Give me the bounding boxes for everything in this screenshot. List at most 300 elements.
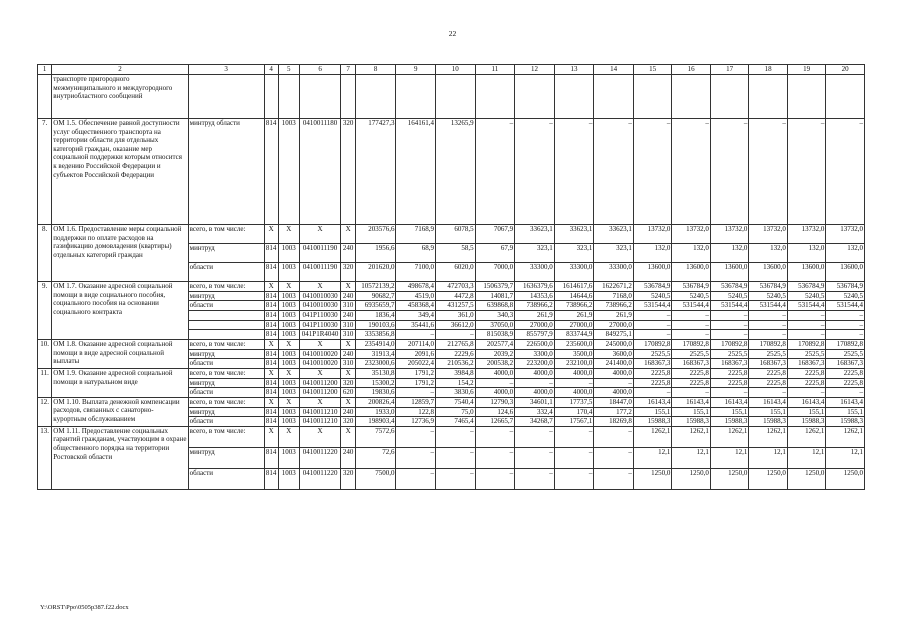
value-cell: 210536,2 <box>436 359 476 369</box>
value-cell: 349,4 <box>396 310 436 320</box>
executor-cell: минтруд <box>188 291 264 301</box>
empty-cell <box>826 75 865 119</box>
empty-cell <box>475 75 515 119</box>
value-cell: 323,1 <box>515 244 555 263</box>
value-cell: 27000,0 <box>554 320 594 330</box>
value-cell: 3830,6 <box>436 388 476 398</box>
value-cell: 7168,9 <box>396 225 436 244</box>
value-cell: 13732,0 <box>710 225 748 244</box>
row-number: 12. <box>38 397 52 426</box>
value-cell: 37050,0 <box>475 320 515 330</box>
value-cell: 2225,8 <box>672 368 710 378</box>
value-cell: 155,1 <box>633 407 671 417</box>
value-cell: 1836,4 <box>355 310 396 320</box>
value-cell: 531544,4 <box>633 301 671 311</box>
value-cell: – <box>672 310 710 320</box>
code-cell-c4: 814 <box>264 119 278 225</box>
empty-cell <box>672 75 710 119</box>
value-cell: – <box>475 378 515 388</box>
value-cell: 3984,8 <box>436 368 476 378</box>
code-cell-c4: X <box>264 282 278 292</box>
code-cell-c7: 240 <box>341 244 355 263</box>
value-cell: 7000,0 <box>475 263 515 282</box>
value-cell: 190103,6 <box>355 320 396 330</box>
value-cell: 58,5 <box>436 244 476 263</box>
code-cell-c5: 1003 <box>278 330 299 340</box>
code-cell-c6: 0410011190 <box>299 263 341 282</box>
value-cell: 33623,1 <box>594 225 634 244</box>
value-cell: 198903,4 <box>355 417 396 427</box>
code-cell-c6: 041P1R4040 <box>299 330 341 340</box>
value-cell: 12,1 <box>672 447 710 468</box>
value-cell: 13732,0 <box>826 225 865 244</box>
column-header-1: 1 <box>38 65 52 75</box>
value-cell: 170892,8 <box>672 339 710 349</box>
value-cell: – <box>672 119 710 225</box>
code-cell-c5: 1003 <box>278 263 299 282</box>
value-cell: 5240,5 <box>633 291 671 301</box>
value-cell: 849275,1 <box>594 330 634 340</box>
value-cell: – <box>633 320 671 330</box>
value-cell: 170892,8 <box>633 339 671 349</box>
row-title: ОМ 1.8. Оказание адресной социальной помощи в виде адресной социальной выплаты <box>52 339 188 368</box>
code-cell-c7: X <box>341 225 355 244</box>
value-cell: – <box>594 468 634 489</box>
value-cell: – <box>396 468 436 489</box>
value-cell: 815038,9 <box>475 330 515 340</box>
value-cell: 13732,0 <box>749 225 787 244</box>
value-cell: 33300,0 <box>515 263 555 282</box>
value-cell: 3500,0 <box>554 349 594 359</box>
value-cell: 3600,0 <box>594 349 634 359</box>
value-cell: 531544,4 <box>787 301 825 311</box>
code-cell-c4: 814 <box>265 388 277 397</box>
value-cell: 6020,0 <box>436 263 476 282</box>
empty-cell <box>341 75 355 119</box>
value-cell: 7465,4 <box>436 417 476 427</box>
code-cell-c6: 041P110030 <box>299 320 341 330</box>
value-cell: – <box>787 330 825 340</box>
value-cell: – <box>826 320 865 330</box>
value-cell: – <box>633 388 671 398</box>
code-cell-c5: 1003 <box>278 359 299 369</box>
value-cell: – <box>672 320 710 330</box>
budget-table <box>37 64 865 490</box>
code-cell-c4: X <box>264 339 278 349</box>
file-path-footer: Y:\ORST\Ppo\0505p387.f22.docx <box>40 604 129 611</box>
executor-cell: минтруд <box>188 407 264 417</box>
value-cell: 202577,4 <box>475 339 515 349</box>
value-cell: 124,6 <box>475 407 515 417</box>
value-cell: 10572139,2 <box>355 282 396 292</box>
code-cell-c6: X <box>299 339 341 349</box>
value-cell: 155,1 <box>826 407 865 417</box>
value-cell: – <box>826 119 865 225</box>
row-number: 11. <box>38 368 52 397</box>
empty-cell <box>396 75 436 119</box>
value-cell: 18447,0 <box>594 397 634 407</box>
value-cell: 177427,3 <box>355 119 396 225</box>
value-cell: – <box>749 330 787 340</box>
code-cell-c4: 814 <box>265 407 277 416</box>
value-cell: 833744,9 <box>554 330 594 340</box>
value-cell: 5240,5 <box>710 291 748 301</box>
value-cell: 6078,5 <box>436 225 476 244</box>
value-cell: – <box>554 426 594 447</box>
value-cell: 223200,0 <box>515 359 555 369</box>
code-cell-c4: 814 <box>264 244 278 263</box>
code-cell-c5: X <box>278 225 299 244</box>
code-cell-c4: 814 <box>265 330 277 339</box>
code-cell-c6: 0410010020 <box>299 359 341 369</box>
code-cell-c4: 814 <box>264 447 278 468</box>
value-cell: 75,0 <box>436 407 476 417</box>
row-number: 13. <box>38 426 52 489</box>
executor-cell: области <box>188 359 264 369</box>
value-cell: – <box>710 330 748 340</box>
code-cell-c4: 814 <box>264 468 278 489</box>
code-cell-c7: X <box>341 426 355 447</box>
code-cell-c4: 814 <box>265 301 277 310</box>
code-cell-c7: 240 <box>342 310 354 319</box>
value-cell: 3353856,8 <box>355 330 396 340</box>
code-cell-c7: 310 <box>342 359 354 368</box>
code-cell-c5: 1003 <box>278 119 299 225</box>
value-cell: – <box>515 119 555 225</box>
code-cell-c5: 1003 <box>278 378 299 388</box>
code-cell-c6: 0410011180 <box>299 119 341 225</box>
executor-cell: всего, в том числе: <box>188 339 264 349</box>
header-row <box>38 65 865 75</box>
value-cell: – <box>515 447 555 468</box>
column-header-17: 17 <box>710 65 748 75</box>
value-cell: – <box>554 468 594 489</box>
value-cell: 2225,8 <box>787 378 825 388</box>
column-header-15: 15 <box>633 65 671 75</box>
value-cell: 122,8 <box>396 407 436 417</box>
empty-cell <box>749 75 787 119</box>
value-cell: – <box>436 426 476 447</box>
value-cell: 1250,0 <box>787 468 825 489</box>
value-cell: – <box>436 330 476 340</box>
value-cell: – <box>749 320 787 330</box>
code-cell-c7: 240 <box>341 447 355 468</box>
code-cell-c6: X <box>299 282 341 292</box>
value-cell: 1791,2 <box>396 378 436 388</box>
value-cell: 1262,1 <box>787 426 825 447</box>
value-cell: 7168,0 <box>594 291 634 301</box>
code-cell-c5: 1003 <box>278 388 299 398</box>
code-cell-c5: 1003 <box>278 349 299 359</box>
value-cell: 5240,5 <box>787 291 825 301</box>
code-cell-c4: X <box>264 397 278 407</box>
value-cell: 12,1 <box>787 447 825 468</box>
value-cell: 13600,0 <box>787 263 825 282</box>
column-header-3: 3 <box>188 65 264 75</box>
value-cell: 245000,0 <box>594 339 634 349</box>
value-cell: 5240,5 <box>672 291 710 301</box>
value-cell: 2225,8 <box>672 378 710 388</box>
value-cell: – <box>710 310 748 320</box>
value-cell: 155,1 <box>672 407 710 417</box>
value-cell: 4000,0 <box>594 388 634 398</box>
value-cell: 1262,1 <box>710 426 748 447</box>
code-cell-c5: 1003 <box>278 301 299 311</box>
column-header-11: 11 <box>475 65 515 75</box>
value-cell: 536784,9 <box>787 282 825 292</box>
value-cell: – <box>633 310 671 320</box>
value-cell: 261,9 <box>554 310 594 320</box>
column-header-9: 9 <box>396 65 436 75</box>
table-row <box>38 75 865 119</box>
value-cell: 536784,9 <box>710 282 748 292</box>
code-cell-c6: 0410011220 <box>299 447 341 468</box>
executor-cell: всего, в том числе: <box>188 225 264 244</box>
value-cell: 536784,9 <box>633 282 671 292</box>
code-cell-c7: 310 <box>342 330 354 339</box>
value-cell: 2225,8 <box>710 368 748 378</box>
value-cell: – <box>515 468 555 489</box>
value-cell: 2225,8 <box>749 368 787 378</box>
column-header-5: 5 <box>278 65 299 75</box>
code-cell-c5: X <box>278 282 299 292</box>
value-cell: 2525,5 <box>672 349 710 359</box>
code-cell-c4: X <box>264 426 278 447</box>
code-cell-c6: 041P110030 <box>299 310 341 320</box>
value-cell: 4000,0 <box>554 368 594 378</box>
column-header-10: 10 <box>436 65 476 75</box>
value-cell: 212765,8 <box>436 339 476 349</box>
value-cell: 536784,9 <box>826 282 865 292</box>
page-number: 22 <box>448 29 457 38</box>
executor-cell: минтруд <box>188 447 264 468</box>
value-cell: – <box>787 310 825 320</box>
executor-cell: минтруд <box>188 244 264 263</box>
value-cell: 4472,8 <box>436 291 476 301</box>
value-cell: 18269,8 <box>594 417 634 427</box>
value-cell: 12790,3 <box>475 397 515 407</box>
executor-cell: минтруд области <box>188 119 264 225</box>
value-cell: 16143,4 <box>826 397 865 407</box>
code-cell-c6: 0410010030 <box>299 291 341 301</box>
value-cell: 14644,6 <box>554 291 594 301</box>
value-cell: 13732,0 <box>787 225 825 244</box>
value-cell: 201620,0 <box>355 263 396 282</box>
code-cell-c4: 814 <box>265 378 277 387</box>
value-cell: 7572,6 <box>355 426 396 447</box>
code-cell-c4: 814 <box>265 310 277 319</box>
table-row <box>38 339 865 349</box>
value-cell: – <box>554 447 594 468</box>
value-cell: 5240,5 <box>749 291 787 301</box>
code-cell-c7: 240 <box>342 291 354 300</box>
empty-cell <box>787 75 825 119</box>
column-header-4: 4 <box>264 65 278 75</box>
value-cell: 34268,7 <box>515 417 555 427</box>
value-cell: 4000,0 <box>475 368 515 378</box>
value-cell: 2525,5 <box>633 349 671 359</box>
value-cell: 12665,7 <box>475 417 515 427</box>
value-cell: 332,4 <box>515 407 555 417</box>
value-cell: – <box>633 119 671 225</box>
value-cell: 13600,0 <box>633 263 671 282</box>
code-cell-c7: 320 <box>341 263 355 282</box>
code-cell-c7: 620 <box>342 388 354 397</box>
value-cell: 1250,0 <box>672 468 710 489</box>
value-cell: 203576,6 <box>355 225 396 244</box>
value-cell: 1791,2 <box>396 368 436 378</box>
code-cell-c6: 0410011210 <box>299 417 341 427</box>
value-cell: 17737,5 <box>554 397 594 407</box>
value-cell: 4000,0 <box>554 388 594 398</box>
column-header-8: 8 <box>355 65 396 75</box>
value-cell: 2225,8 <box>633 368 671 378</box>
value-cell: 2525,5 <box>749 349 787 359</box>
value-cell: – <box>475 119 515 225</box>
value-cell: 7100,0 <box>396 263 436 282</box>
value-cell: 232100,0 <box>554 359 594 369</box>
value-cell: 7500,0 <box>355 468 396 489</box>
executor-cell: минтруд <box>188 378 264 388</box>
value-cell: 323,1 <box>554 244 594 263</box>
row-title: ОМ 1.11. Предоставление социальных гарантий гражданам, участвующим в охране общественного порядка на территории Ростовской области <box>52 426 188 489</box>
value-cell: 33623,1 <box>554 225 594 244</box>
value-cell: 90682,7 <box>355 291 396 301</box>
value-cell: 738966,2 <box>554 301 594 311</box>
code-cell-c4: 814 <box>264 263 278 282</box>
empty-cell <box>264 75 278 119</box>
value-cell: – <box>710 388 748 398</box>
code-cell-c7: X <box>341 368 355 378</box>
column-header-13: 13 <box>554 65 594 75</box>
value-cell: 536784,9 <box>672 282 710 292</box>
value-cell: 7067,9 <box>475 225 515 244</box>
row-title: ОМ 1.10. Выплата денежной компенсации расходов, связанных с санаторно-курортным обслуживанием <box>52 397 188 426</box>
value-cell: – <box>396 388 436 398</box>
value-cell: – <box>710 320 748 330</box>
empty-cell <box>554 75 594 119</box>
empty-cell <box>710 75 748 119</box>
empty-cell <box>594 75 634 119</box>
value-cell: 226500,0 <box>515 339 555 349</box>
value-cell: 1636379,6 <box>515 282 555 292</box>
value-cell: 2323000,6 <box>355 359 396 369</box>
value-cell: 13600,0 <box>672 263 710 282</box>
value-cell: – <box>594 119 634 225</box>
value-cell: 33623,1 <box>515 225 555 244</box>
value-cell: – <box>787 320 825 330</box>
value-cell: 177,2 <box>594 407 634 417</box>
value-cell: 1250,0 <box>749 468 787 489</box>
code-cell-c4: 814 <box>265 417 277 426</box>
value-cell: 1250,0 <box>633 468 671 489</box>
row-title: ОМ 1.9. Оказание адресной социальной помощи в натуральном виде <box>52 368 188 397</box>
value-cell: 170,4 <box>554 407 594 417</box>
value-cell: 531544,4 <box>749 301 787 311</box>
code-cell-c4: 814 <box>265 359 277 368</box>
value-cell: 340,3 <box>475 310 515 320</box>
value-cell: 13600,0 <box>749 263 787 282</box>
value-cell: 738966,2 <box>594 301 634 311</box>
table-body <box>38 65 865 490</box>
value-cell: 33300,0 <box>594 263 634 282</box>
value-cell: – <box>826 388 865 398</box>
value-cell: – <box>436 468 476 489</box>
code-cell-c6: X <box>299 397 341 407</box>
value-cell: 168367,3 <box>633 359 671 369</box>
value-cell: 2225,8 <box>826 368 865 378</box>
value-cell: 31913,4 <box>355 349 396 359</box>
value-cell: 235600,0 <box>554 339 594 349</box>
value-cell: 2091,6 <box>396 349 436 359</box>
value-cell: – <box>515 426 555 447</box>
column-header-6: 6 <box>299 65 341 75</box>
value-cell: 132,0 <box>749 244 787 263</box>
value-cell: – <box>396 447 436 468</box>
value-cell: 155,1 <box>749 407 787 417</box>
value-cell: – <box>475 447 515 468</box>
executor-cell: области <box>188 417 264 427</box>
value-cell: 17567,1 <box>554 417 594 427</box>
executor-cell: всего, в том числе: <box>188 426 264 447</box>
value-cell: 12,1 <box>749 447 787 468</box>
value-cell: 33300,0 <box>554 263 594 282</box>
value-cell: 168367,3 <box>672 359 710 369</box>
value-cell: – <box>554 119 594 225</box>
code-cell-c5: 1003 <box>278 310 299 320</box>
value-cell: 132,0 <box>672 244 710 263</box>
value-cell: 2225,8 <box>633 378 671 388</box>
value-cell: 155,1 <box>710 407 748 417</box>
executor-cell: области <box>188 388 264 398</box>
value-cell: – <box>787 388 825 398</box>
value-cell: 164161,4 <box>396 119 436 225</box>
code-cell-c5: X <box>278 397 299 407</box>
executor-cell: минтруд <box>188 349 264 359</box>
column-header-20: 20 <box>826 65 865 75</box>
code-cell-c5: X <box>278 368 299 378</box>
row-title: транспорте пригородного межмуниципального и междугородного внутриобластного сообщений <box>52 75 188 119</box>
value-cell: 12,1 <box>826 447 865 468</box>
column-header-18: 18 <box>749 65 787 75</box>
value-cell: 12,1 <box>633 447 671 468</box>
value-cell: 2525,5 <box>787 349 825 359</box>
code-cell-c7: X <box>341 397 355 407</box>
table-row <box>38 282 865 292</box>
table-row <box>38 225 865 244</box>
value-cell: – <box>749 119 787 225</box>
value-cell: – <box>787 119 825 225</box>
value-cell: 16143,4 <box>672 397 710 407</box>
executor-cell <box>188 320 264 330</box>
code-cell-c6: X <box>299 368 341 378</box>
value-cell: – <box>594 378 634 388</box>
value-cell: 168367,3 <box>710 359 748 369</box>
code-cell-c4: 814 <box>265 349 277 358</box>
column-header-19: 19 <box>787 65 825 75</box>
value-cell: 168367,3 <box>826 359 865 369</box>
code-cell-c5: 1003 <box>278 291 299 301</box>
value-cell: – <box>710 119 748 225</box>
value-cell: 261,9 <box>515 310 555 320</box>
code-cell-c5: 1003 <box>278 244 299 263</box>
column-header-7: 7 <box>341 65 355 75</box>
code-cell-c6: 0410011190 <box>299 244 341 263</box>
value-cell: 1250,0 <box>710 468 748 489</box>
code-cell-c7: 310 <box>342 320 354 329</box>
value-cell: 1262,1 <box>826 426 865 447</box>
table-row <box>38 397 865 407</box>
